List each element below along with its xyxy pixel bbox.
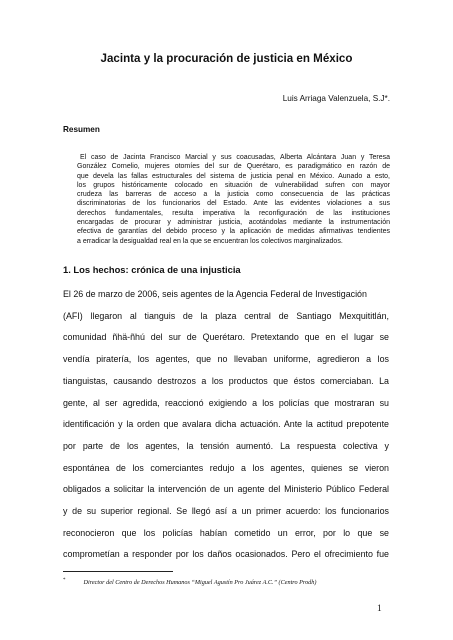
abstract-line: a erradicar la desigualdad real en la que se encuentran los colectivos marginalizados. <box>77 237 343 245</box>
footnote-mark: * <box>63 578 66 583</box>
body-line: comprometían a responder por los daños ocasionados. Pero el ofrecimiento fue <box>63 549 389 560</box>
abstract-line: crudeza las barreras de acceso a la justicia como consecuencia de las prácticas <box>77 191 390 199</box>
abstract-line: encargadas de procurar y administrar justicia, acotándolas mediante la instrumentación <box>77 219 390 227</box>
body-line: por parte de los agentes, la tensión aumentó. La respuesta colectiva y <box>63 440 389 451</box>
body-line: vendía piratería, los agentes, que no llevaban uniforme, agredieron a los <box>63 354 389 365</box>
body-line: (AFI) llegaron al tianguis de la plaza central de Santiago Mexquititlán, <box>63 310 389 321</box>
footnote-divider <box>63 571 173 572</box>
body-line: gente, al ser agredida, reaccionó exigiendo a los policías que mostraran su <box>63 397 389 408</box>
body-line: tianguistas, causando destrozos a los productos que éstos comerciaban. La <box>63 375 389 386</box>
body-line: y de su superior regional. Se llegó así a un primer acuerdo: los funcionarios <box>63 506 389 517</box>
abstract-line: que devela las fallas estructurales del sistema de justicia penal en México. Aunado a esto, <box>77 172 390 180</box>
body-line: El 26 de marzo de 2006, seis agentes de la Agencia Federal de Investigación <box>63 289 367 299</box>
section-heading: 1. Los hechos: crónica de una injusticia <box>63 264 241 275</box>
footnote <box>63 578 316 586</box>
abstract-line: discriminatorias de los funcionarios del Estado. Ante las evidentes violaciones a sus <box>77 200 390 208</box>
document-title: Jacinta y la procuración de justicia en México <box>100 52 353 65</box>
abstract-line: efectiva de garantías del debido proceso y la aplicación de medidas afirmativas tendientes <box>77 228 390 236</box>
body-line: identificación y la orden que avalara dicha actuación. Ante la actitud prepotente <box>63 419 389 430</box>
body-line: espontánea de los comerciantes redujo a los agentes, quienes se vieron <box>63 462 389 473</box>
page-number: 1 <box>377 604 382 614</box>
body-line: reconocieron que los policías habían cometido un error, por lo que se <box>63 527 389 538</box>
abstract-line: El caso de Jacinta Francisco Marcial y sus coacusadas, Alberta Alcántara Juan y Teresa <box>80 154 390 161</box>
abstract-line: González Cornelio, mujeres otomíes del sur de Querétaro, es paradigmático en razón de <box>77 163 390 171</box>
body-paragraph <box>63 284 389 566</box>
footnote-text: Director del Centro de Derechos Humanos “Miguel Agustín Pro Juárez A.C.” (Centro Prodh) <box>83 579 317 587</box>
body-line: obligados a solicitar la intervención de un agente del Ministerio Público Federal <box>63 484 389 495</box>
abstract-paragraph <box>77 153 390 246</box>
abstract-line: los grupos históricamente colocado en situación de vulnerabilidad sufren con mayor <box>77 181 390 189</box>
abstract-heading: Resumen <box>63 125 100 134</box>
abstract-line: derechos fundamentales, resulta imperativa la reconfiguración de las instituciones <box>77 209 390 217</box>
author-line: Luis Arriaga Valenzuela, S.J*. <box>282 94 390 103</box>
body-line: comunidad ñhä-ñhú del sur de Querétaro. Pretextando que en el lugar se <box>63 332 389 343</box>
